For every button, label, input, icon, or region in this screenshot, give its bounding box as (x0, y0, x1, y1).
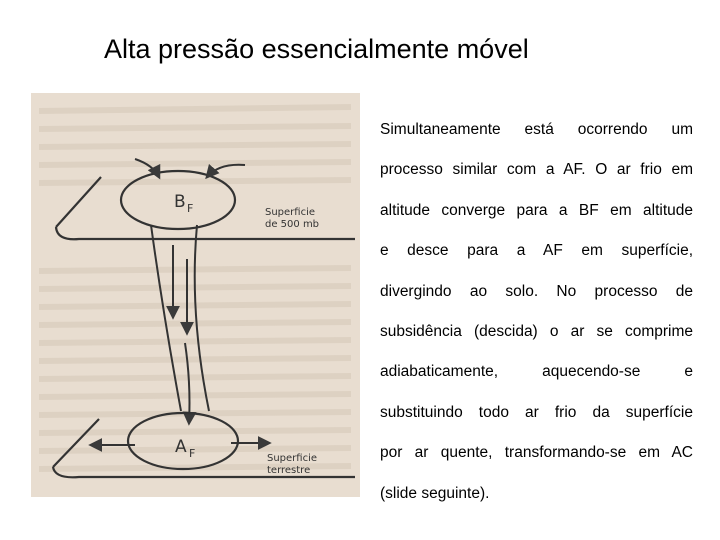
upper-center-subscript: F (187, 202, 194, 215)
lower-center-label: A (175, 437, 187, 457)
text-line-3: altitude converge para a BF em altitude (380, 201, 693, 219)
text-line-1: Simultaneamente está ocorrendo um (380, 121, 693, 138)
upper-surface-label-2: de 500 mb (265, 219, 320, 230)
text-line-8: substituindo todo ar frio da superfície (380, 403, 693, 421)
text-line-4: e desce para a AF em superfície, (380, 242, 693, 260)
lower-surface-label-1: Superficie (267, 453, 318, 464)
text-line-10: (slide seguinte). (380, 484, 490, 502)
upper-center-label: B (174, 192, 186, 212)
text-line-7: adiabaticamente, aquecendo-se e (380, 363, 693, 381)
text-line-6: subsidência (descida) o ar se comprime (380, 322, 693, 340)
lower-surface-label-2: terrestre (267, 465, 311, 476)
pressure-diagram (31, 93, 360, 497)
scanned-diagram (31, 93, 360, 497)
lower-center-subscript: F (189, 447, 196, 460)
text-line-9: por ar quente, transformando-se em AC (380, 444, 693, 462)
upper-surface-label-1: Superficie (265, 207, 316, 218)
explanation-text (380, 117, 693, 521)
text-line-2: processo similar com a AF. O ar frio em (380, 161, 693, 179)
text-line-5: divergindo ao solo. No processo de (380, 282, 693, 300)
slide-title: Alta pressão essencialmente móvel (104, 34, 529, 64)
